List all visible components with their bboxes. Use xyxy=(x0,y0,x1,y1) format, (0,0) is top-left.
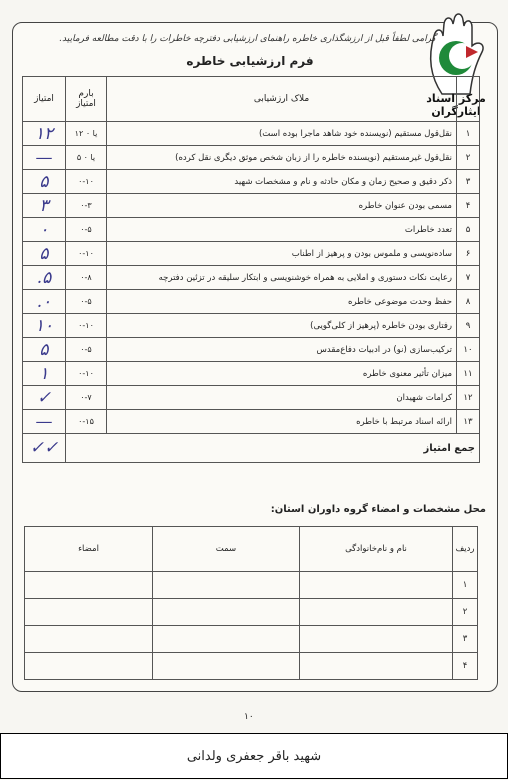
table-row xyxy=(23,266,480,290)
signature-cell xyxy=(25,626,153,653)
row-number: ۲ xyxy=(457,146,480,170)
position-cell xyxy=(153,572,300,599)
range-cell: ۰-۱۰ xyxy=(66,170,107,194)
row-number: ۳ xyxy=(457,170,480,194)
table-row xyxy=(23,242,480,266)
row-number: ۱۳ xyxy=(457,410,480,434)
form-title: فرم ارزشیابی خاطره xyxy=(186,54,314,68)
table-row xyxy=(23,194,480,218)
committee-row xyxy=(25,653,478,680)
criterion-cell: کرامات شهیدان xyxy=(107,386,457,410)
score-cell: ✓ xyxy=(23,386,66,410)
header-range: بارم امتیاز xyxy=(66,77,107,122)
score-cell: ۵ xyxy=(23,170,66,194)
table-row xyxy=(23,314,480,338)
committee-row-number: ۱ xyxy=(453,572,478,599)
table-row xyxy=(23,410,480,434)
header-num xyxy=(457,77,480,122)
criterion-cell: ساده‌نویسی و ملموس بودن و پرهیز از اطناب xyxy=(107,242,457,266)
score-cell: ۵. xyxy=(23,266,66,290)
position-cell xyxy=(153,653,300,680)
range-cell: ۰-۱۰ xyxy=(66,314,107,338)
range-cell: ۰-۵ xyxy=(66,290,107,314)
score-cell: ۱۰ xyxy=(23,314,66,338)
committee-row-number: ۴ xyxy=(453,653,478,680)
position-cell xyxy=(153,626,300,653)
range-cell: ۰-۱۰ xyxy=(66,242,107,266)
table-row xyxy=(23,386,480,410)
row-number: ۶ xyxy=(457,242,480,266)
committee-header-row xyxy=(25,527,478,572)
committee-title: محل مشخصات و امضاء گروه داوران استان: xyxy=(270,504,486,515)
range-cell: ۰-۱۵ xyxy=(66,410,107,434)
name-cell xyxy=(300,572,453,599)
criterion-cell: حفظ وحدت موضوعی خاطره xyxy=(107,290,457,314)
row-number: ۱ xyxy=(457,122,480,146)
evaluation-header-row xyxy=(23,77,480,122)
score-cell: ۵ xyxy=(23,338,66,362)
intro-text: گرامی لطفاً قبل از ارزشگذاری خاطره راهنمای ارزشیابی دفترچه خاطرات را با دقت مطالعه فرمایید. xyxy=(59,34,436,44)
range-cell: ۰-۷ xyxy=(66,386,107,410)
committee-row xyxy=(25,626,478,653)
criterion-cell: رعایت نکات دستوری و املایی به همراه خوشنویسی و ابتکار سلیقه در تزئین دفترچه xyxy=(107,266,457,290)
criterion-cell: نقل‌قول مستقیم (نویسنده خود شاهد ماجرا بوده است) xyxy=(107,122,457,146)
committee-row-number: ۳ xyxy=(453,626,478,653)
name-cell xyxy=(300,653,453,680)
range-cell: ۰-۸ xyxy=(66,266,107,290)
page-number: ۱۰ xyxy=(244,712,254,722)
criterion-cell: تعدد خاطرات xyxy=(107,218,457,242)
row-number: ۱۱ xyxy=(457,362,480,386)
criterion-cell: ارائه اسناد مرتبط با خاطره xyxy=(107,410,457,434)
score-cell: ۰ xyxy=(23,218,66,242)
table-row xyxy=(23,338,480,362)
name-cell xyxy=(300,599,453,626)
criterion-cell: رفتاری بودن خاطره (پرهیز از کلی‌گویی) xyxy=(107,314,457,338)
range-cell: ۰-۱۰ xyxy=(66,362,107,386)
position-cell xyxy=(153,599,300,626)
row-number: ۸ xyxy=(457,290,480,314)
committee-row-number: ۲ xyxy=(453,599,478,626)
row-number: ۱۰ xyxy=(457,338,480,362)
logo-text: مرکز اسناد ایثارگران xyxy=(426,92,486,118)
row-number: ۱۲ xyxy=(457,386,480,410)
criterion-cell: ذکر دقیق و صحیح زمان و مکان حادثه و نام و مشخصات شهید xyxy=(107,170,457,194)
table-row xyxy=(23,146,480,170)
signature-cell xyxy=(25,653,153,680)
range-cell: ۵ یا ۰ xyxy=(66,146,107,170)
total-score: ✓✓ xyxy=(23,434,66,463)
score-cell: ۰. xyxy=(23,290,66,314)
range-cell: ۱۲ یا ۰ xyxy=(66,122,107,146)
header-position: سمت xyxy=(153,527,300,572)
committee-row xyxy=(25,599,478,626)
signature-cell xyxy=(25,572,153,599)
table-row xyxy=(23,170,480,194)
evaluation-table xyxy=(22,76,480,463)
criterion-cell: ترکیب‌سازی (نو) در ادبیات دفاع‌مقدس xyxy=(107,338,457,362)
signature-cell xyxy=(25,599,153,626)
name-cell xyxy=(300,626,453,653)
table-row xyxy=(23,122,480,146)
footer-caption: شهید باقر جعفری ولدانی xyxy=(0,733,508,779)
score-cell: ۵ xyxy=(23,242,66,266)
score-cell: — xyxy=(23,410,66,434)
score-cell: ۳ xyxy=(23,194,66,218)
committee-table xyxy=(24,526,478,680)
row-number: ۴ xyxy=(457,194,480,218)
header-signature: امضاء xyxy=(25,527,153,572)
total-label: جمع امتیاز xyxy=(66,434,480,463)
header-criterion: ملاک ارزشیابی xyxy=(107,77,457,122)
total-row xyxy=(23,434,480,463)
criterion-cell: نقل‌قول غیرمستقیم (نویسنده خاطره را از زبان شخص موثق دیگری نقل کرده) xyxy=(107,146,457,170)
score-cell: — xyxy=(23,146,66,170)
header-score: امتیاز xyxy=(23,77,66,122)
row-number: ۹ xyxy=(457,314,480,338)
header-row: ردیف xyxy=(453,527,478,572)
header-name: نام و نام‌خانوادگی xyxy=(300,527,453,572)
table-row xyxy=(23,218,480,242)
range-cell: ۰-۵ xyxy=(66,338,107,362)
committee-row xyxy=(25,572,478,599)
criterion-cell: مسمی بودن عنوان خاطره xyxy=(107,194,457,218)
row-number: ۵ xyxy=(457,218,480,242)
criterion-cell: میزان تأثیر معنوی خاطره xyxy=(107,362,457,386)
score-cell: ۱ xyxy=(23,362,66,386)
score-cell: ۱۲ xyxy=(23,122,66,146)
range-cell: ۰-۳ xyxy=(66,194,107,218)
row-number: ۷ xyxy=(457,266,480,290)
table-row xyxy=(23,290,480,314)
range-cell: ۰-۵ xyxy=(66,218,107,242)
table-row xyxy=(23,362,480,386)
